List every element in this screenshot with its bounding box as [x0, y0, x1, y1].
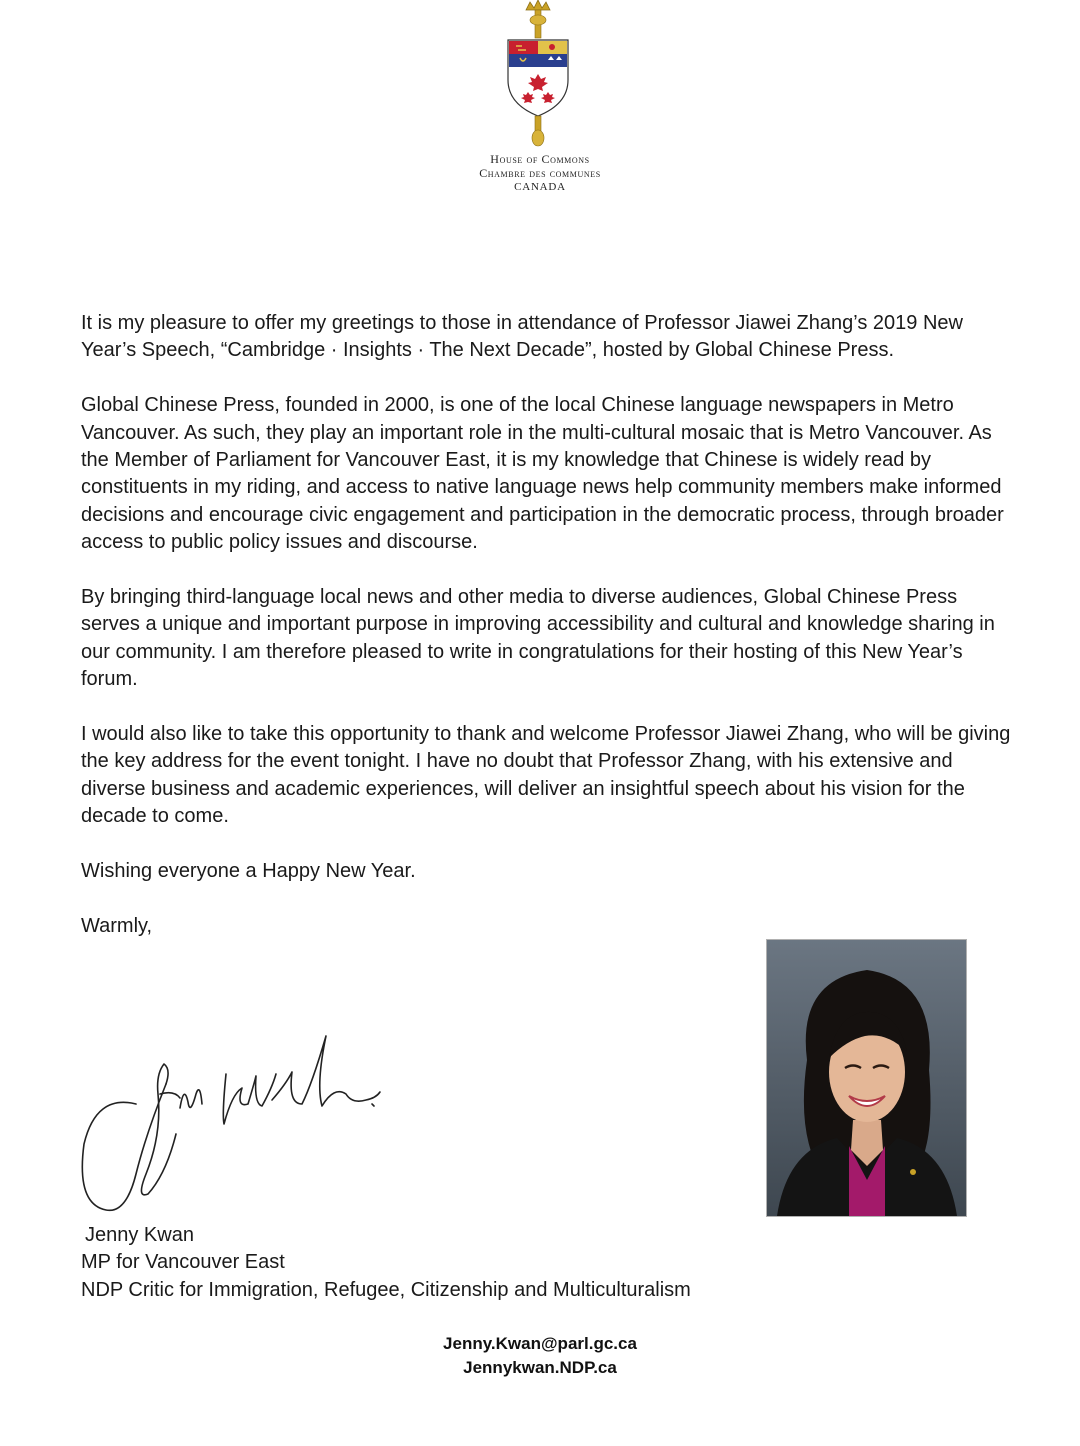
handwritten-signature: [76, 1024, 396, 1224]
letter-paragraph: It is my pleasure to offer my greetings to those in attendance of Professor Jiawei Zhang’s 2019 New Year’s Speech, “Cambridge · Insights · The Next Decade”, hosted by Global Chinese Press.: [81, 312, 963, 362]
institution-country: CANADA: [514, 181, 566, 193]
signatory-title: MP for Vancouver East: [81, 1251, 285, 1274]
letter-body: [81, 310, 1011, 968]
institution-name-fr: Chambre des communes: [479, 166, 601, 180]
signatory-name: Jenny Kwan: [85, 1224, 194, 1246]
crest-icon: [496, 0, 580, 150]
letter-paragraph: I would also like to take this opportunity to thank and welcome Professor Jiawei Zhang, who will be giving the key address for the event tonight. I have no doubt that Professor Zhang, with his extensive and diverse business and academic experiences, will deliver an insightful speech about his vision for the decade to come.: [81, 723, 1011, 828]
portrait-icon: [767, 940, 966, 1216]
signature-block: [81, 1222, 691, 1304]
contact-email[interactable]: Jenny.Kwan@parl.gc.ca: [443, 1334, 637, 1353]
letter-paragraph: Wishing everyone a Happy New Year.: [81, 860, 416, 883]
house-of-commons-crest: [496, 0, 580, 150]
portrait-photo: [766, 939, 967, 1217]
letter-closing: Warmly,: [81, 914, 153, 937]
signatory-role: NDP Critic for Immigration, Refugee, Citizenship and Multiculturalism: [81, 1278, 691, 1301]
contact-website[interactable]: Jennykwan.NDP.ca: [463, 1358, 617, 1377]
institution-name-en: House of Commons: [490, 152, 590, 166]
letter-paragraph: Global Chinese Press, founded in 2000, is one of the local Chinese language newspapers in Metro Vancouver. As such, they play an important role in the multi-cultural mosaic that is Metro Vancouver. As the Member of Parliament for Vancouver East, it is my knowledge that Chinese is widely read by constituents in my riding, and access to native language news help community members make informed decisions and encourage civic engagement and participation in the democratic process, through broader access to public policy issues and discourse.: [81, 394, 1004, 554]
signature-icon: [76, 1024, 396, 1224]
letter-paragraph: By bringing third-language local news and other media to diverse audiences, Global Chinese Press serves a unique and important purpose in improving accessibility and cultural and knowledge sharing in our community. I am therefore pleased to write in congratulations for their hosting of this New Year’s forum.: [81, 586, 995, 691]
